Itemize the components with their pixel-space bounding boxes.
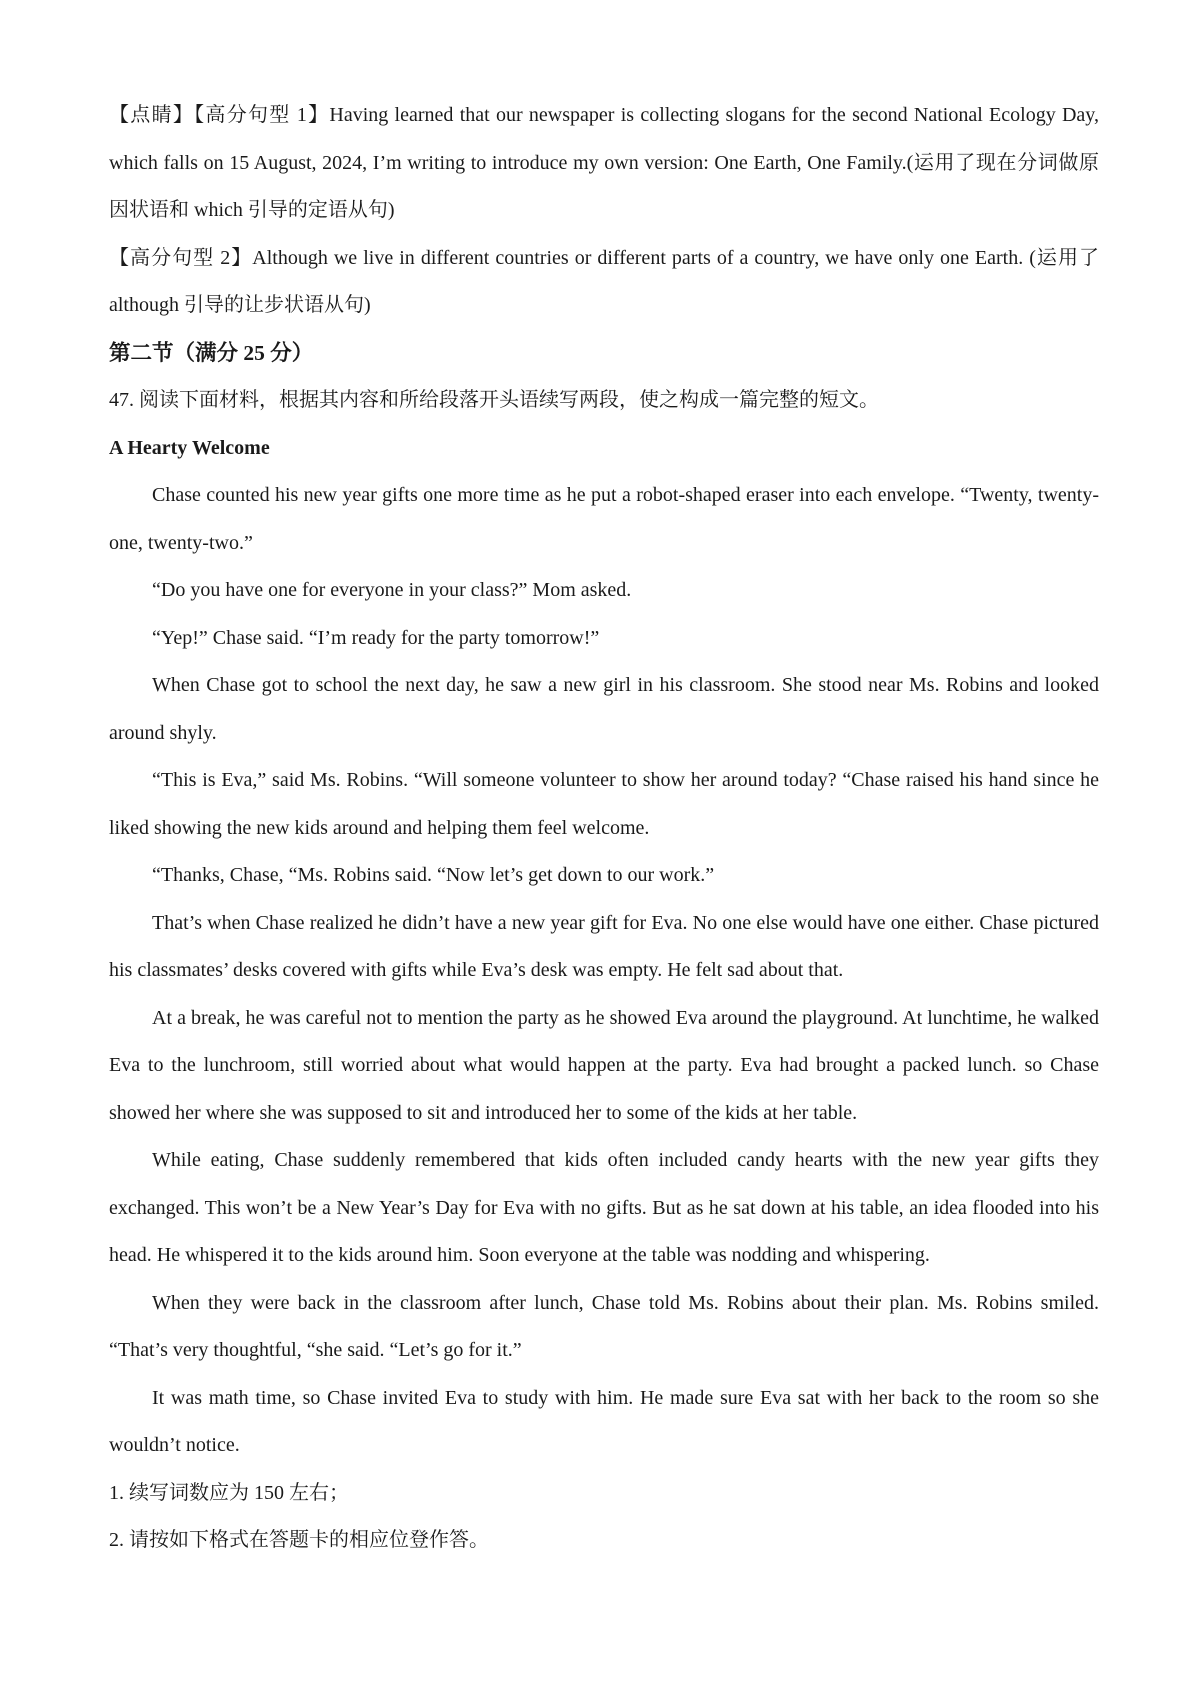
section-heading: 第二节（满分 25 分）: [109, 340, 314, 365]
story-paragraph: “Thanks, Chase, “Ms. Robins said. “Now let’s get down to our work.”: [152, 864, 715, 886]
story-paragraph: “Yep!” Chase said. “I’m ready for the party tomorrow!”: [152, 626, 600, 649]
requirement-item: 2. 请按如下格式在答题卡的相应位登作答。: [109, 1529, 489, 1551]
story-title: A Hearty Welcome: [109, 436, 270, 459]
story-paragraph: “This is Eva,” said Ms. Robins. “Will someone volunteer to show her around today? “Chase raised his hand since he liked showing the new kids around and helping them feel welcome.: [109, 769, 1099, 839]
story-paragraph: When they were back in the classroom after lunch, Chase told Ms. Robins about their plan. Ms. Robins smiled. “That’s very thoughtful, “she said. “Let’s go for it.”: [109, 1291, 1099, 1361]
story-paragraph: At a break, he was careful not to mention the party as he showed Eva around the playground. At lunchtime, he walked Eva to the lunchroom, still worried about what would happen at the party. Eva had brought a packed lunch. so Chase showed her where she was supposed to sit and introduced her to some of the kids at her table.: [109, 1006, 1099, 1124]
story-paragraph: When Chase got to school the next day, he saw a new girl in his classroom. She stood near Ms. Robins and looked around shyly.: [109, 674, 1099, 744]
story-paragraph: While eating, Chase suddenly remembered that kids often included candy hearts with the new year gifts they exchanged. This won’t be a New Year’s Day for Eva with no gifts. But as he sat down at his table, an idea flooded into his head. He whispered it to the kids around him. Soon everyone at the table was nodding and whispering.: [109, 1149, 1099, 1266]
story-paragraph: It was math time, so Chase invited Eva to study with him. He made sure Eva sat with her back to the room so she wouldn’t notice.: [109, 1386, 1099, 1456]
story-paragraph: That’s when Chase realized he didn’t have a new year gift for Eva. No one else would have one either. Chase pictured his classmates’ desks covered with gifts while Eva’s desk was empty. He felt sad about that.: [109, 911, 1099, 981]
tips-sentence-2: 【高分句型 2】Although we live in different countries or different parts of a country, we have only one Earth. (运用了 although 引导的让步状语从句): [109, 246, 1099, 316]
tips-sentence-1: 【点睛】【高分句型 1】Having learned that our newspaper is collecting slogans for the second National Ecology Day, which falls on 15 August, 2024, I’m writing to introduce my own version: One Earth, One Family.(运用了现在分词做原因状语和 which 引导的定语从句): [109, 104, 1099, 221]
requirement-item: 1. 续写词数应为 150 左右；: [109, 1481, 349, 1504]
question-instruction: 47. 阅读下面材料，根据其内容和所给段落开头语续写两段，使之构成一篇完整的短文。: [109, 389, 879, 411]
story-paragraph: Chase counted his new year gifts one more time as he put a robot-shaped eraser into each envelope. “Twenty, twenty-one, twenty-two.”: [109, 484, 1099, 554]
document-page: [109, 92, 1099, 1565]
story-paragraph: “Do you have one for everyone in your class?” Mom asked.: [152, 579, 632, 601]
